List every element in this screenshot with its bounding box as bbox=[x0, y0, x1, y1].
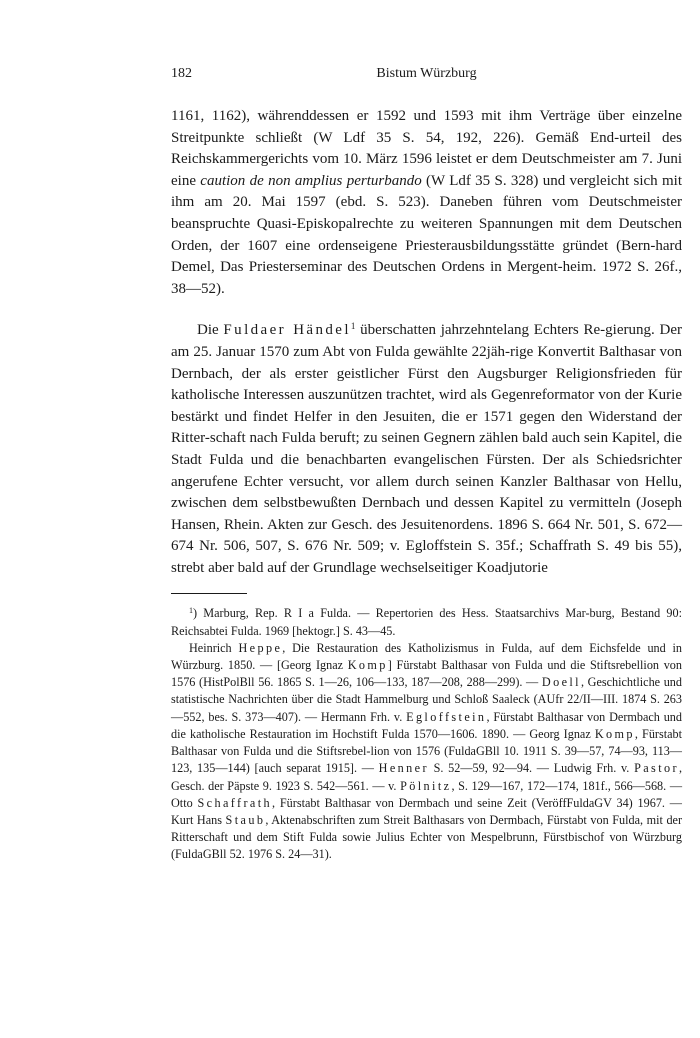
paragraph-1 bbox=[171, 106, 682, 300]
paragraph-2-text-b: überschatten jahrzehntelang Echters Re-gierung. Der am 25. Januar 1570 zum Abt von Fulda gewählte 22jäh-rige Konvertit Balthasar von Dernbach, der als erster geistlicher Fürst den Augsburger Religionsfrieden für katholische Interessen auszunützen trachtet, wird als Gegenreformator von der Kurie bestärkt und findet Helfer in den Jesuiten, die er 1571 gegen den Widerstand der Ritter-schaft nach Fulda beruft; zu seinen Gegnern zählen bald auch sein Kapitel, die Stadt Fulda und die benachbarten evangelischen Fürsten. Der als Schiedsrichter angerufene Echter versucht, vor allem durch seinen Kanzler Balthasar von Hellu, zwischen dem selbstbewußten Dernbach und dessen Kapitel zu vermitteln (Joseph Hansen, Rhein. Akten zur Gesch. des Jesuitenordens. 1896 S. 664 Nr. 501, S. 672—674 Nr. 506, 507, S. 676 Nr. 509; v. Egloffstein S. 35f.; Schaffrath S. 49 bis 55), strebt aber bald auf der Grundlage wechselseitiger Koadjutorie bbox=[171, 322, 682, 576]
author-name: Komp bbox=[594, 726, 635, 741]
bib-text: S. 52—59, 92—94. — Ludwig Frh. v. bbox=[428, 761, 635, 776]
bib-text: ] Fürstabt Balthasar von Fulda und die Stiftsrebellion von 1576 (HistPolBll 56. 1865 S. 1—26, 106—133, 187—208, 288—299). — bbox=[171, 658, 682, 690]
author-name: Pastor bbox=[634, 761, 679, 776]
running-title: Bistum Würzburg bbox=[376, 66, 477, 81]
footnote-reference: 1 bbox=[350, 321, 356, 332]
author-name: Schaffrath bbox=[197, 795, 273, 810]
book-page bbox=[171, 64, 682, 864]
bib-text: , Aktenabschriften zum Streit Balthasars von Dermbach, Fürstabt von Fulda, mit der Ritterschaft und dem Stift Fulda sowie Julius Echter von Mespelbrunn, Fürstbischof von Würzburg (FuldaGBll 52. 1976 S. 24—31). bbox=[171, 812, 683, 862]
author-name: Pölnitz bbox=[400, 778, 452, 793]
main-text bbox=[171, 106, 682, 579]
paragraph-1-text-a: 1161, 1162), währenddessen er 1592 und 1593 mit ihm Verträge über einzelne Streitpunkte schließt (W Ldf 35 S. 54, 192, 226). Gemäß End-urteil des Reichskammergerichts vom 10. März 1596 leistet er dem Deutschmeister am 7. Juni eine bbox=[171, 108, 682, 189]
spaced-term-fuldaer-haendel: Fuldaer Händel bbox=[223, 322, 351, 339]
running-head bbox=[171, 64, 682, 84]
bib-text: , Fürstabt Balthasar von Dermbach und die katholische Restauration im Hochstift Fulda 1570—1606. 1890. — Georg Ignaz bbox=[171, 709, 682, 741]
footnotes bbox=[171, 605, 682, 863]
author-name: Doell bbox=[541, 675, 581, 690]
footnote-1-mark: 1 bbox=[189, 606, 193, 616]
paragraph-2 bbox=[171, 320, 682, 579]
author-name: Heppe bbox=[238, 640, 283, 655]
author-name: Staub bbox=[225, 812, 266, 827]
paragraph-2-text-a: Die bbox=[197, 322, 224, 339]
footnote-1 bbox=[171, 605, 682, 639]
author-name: Egloffstein bbox=[406, 709, 487, 724]
bib-text: , S. 129—167, 172—174, 181f., 566—568. — Otto bbox=[171, 778, 683, 810]
bib-text: , Fürstabt Balthasar von Fulda und die Stiftsrebel-lion von 1576 (FuldaGBll 10. 1911 S. 39—57, 74—93, 113—123, 135—144) [auch separat 1915]. — bbox=[171, 726, 683, 776]
author-name: Komp bbox=[347, 658, 388, 673]
author-name: Henner bbox=[378, 761, 429, 776]
bib-text: , Die Restauration des Katholizismus in Fulda, auf dem Eichsfelde und in Würzburg. 1850. — [Georg Ignaz bbox=[171, 640, 683, 673]
latin-phrase: caution de non amplius perturbando bbox=[200, 172, 422, 189]
bib-text: Heinrich bbox=[189, 640, 239, 655]
bib-text: , Geschichtliche und statistische Nachrichten über die Stadt Hammelburg und Schloß Saaleck (AUfr 22/II—III. 1874 S. 263—552, bes. S. 373—407). — Hermann Frh. v. bbox=[171, 675, 682, 724]
page-number: 182 bbox=[171, 66, 192, 81]
paragraph-1-text-b: (W Ldf 35 S. 328) und vergleicht sich mit ihm am 20. Mai 1597 (ebd. S. 523). Daneben führen vom Deutschmeister beanspruchte Quasi-Episkopalrechte zu weiteren Spannungen mit dem Deutschen Orden, der 1607 eine ordenseigene Priesterausbildungsstätte gründet (Bern-hard Demel, Das Priesterseminar des Deutschen Ordens in Mergent-heim. 1972 S. 26f., 38—52). bbox=[171, 172, 682, 297]
footnote-divider bbox=[171, 593, 247, 594]
bib-text: , Fürstabt Balthasar von Dermbach und seine Zeit (VeröffFuldaGV 34) 1967. — Kurt Hans bbox=[171, 795, 682, 827]
bib-text: , Gesch. der Päpste 9. 1923 S. 542—561. — v. bbox=[171, 761, 682, 793]
footnote-1-bibliography bbox=[171, 640, 682, 864]
footnote-1-text: ) Marburg, Rep. R I a Fulda. — Repertorien des Hess. Staatsarchivs Mar-burg, Bestand 90: Reichsabtei Fulda. 1969 [hektogr.] S. 43—45. bbox=[171, 606, 682, 638]
